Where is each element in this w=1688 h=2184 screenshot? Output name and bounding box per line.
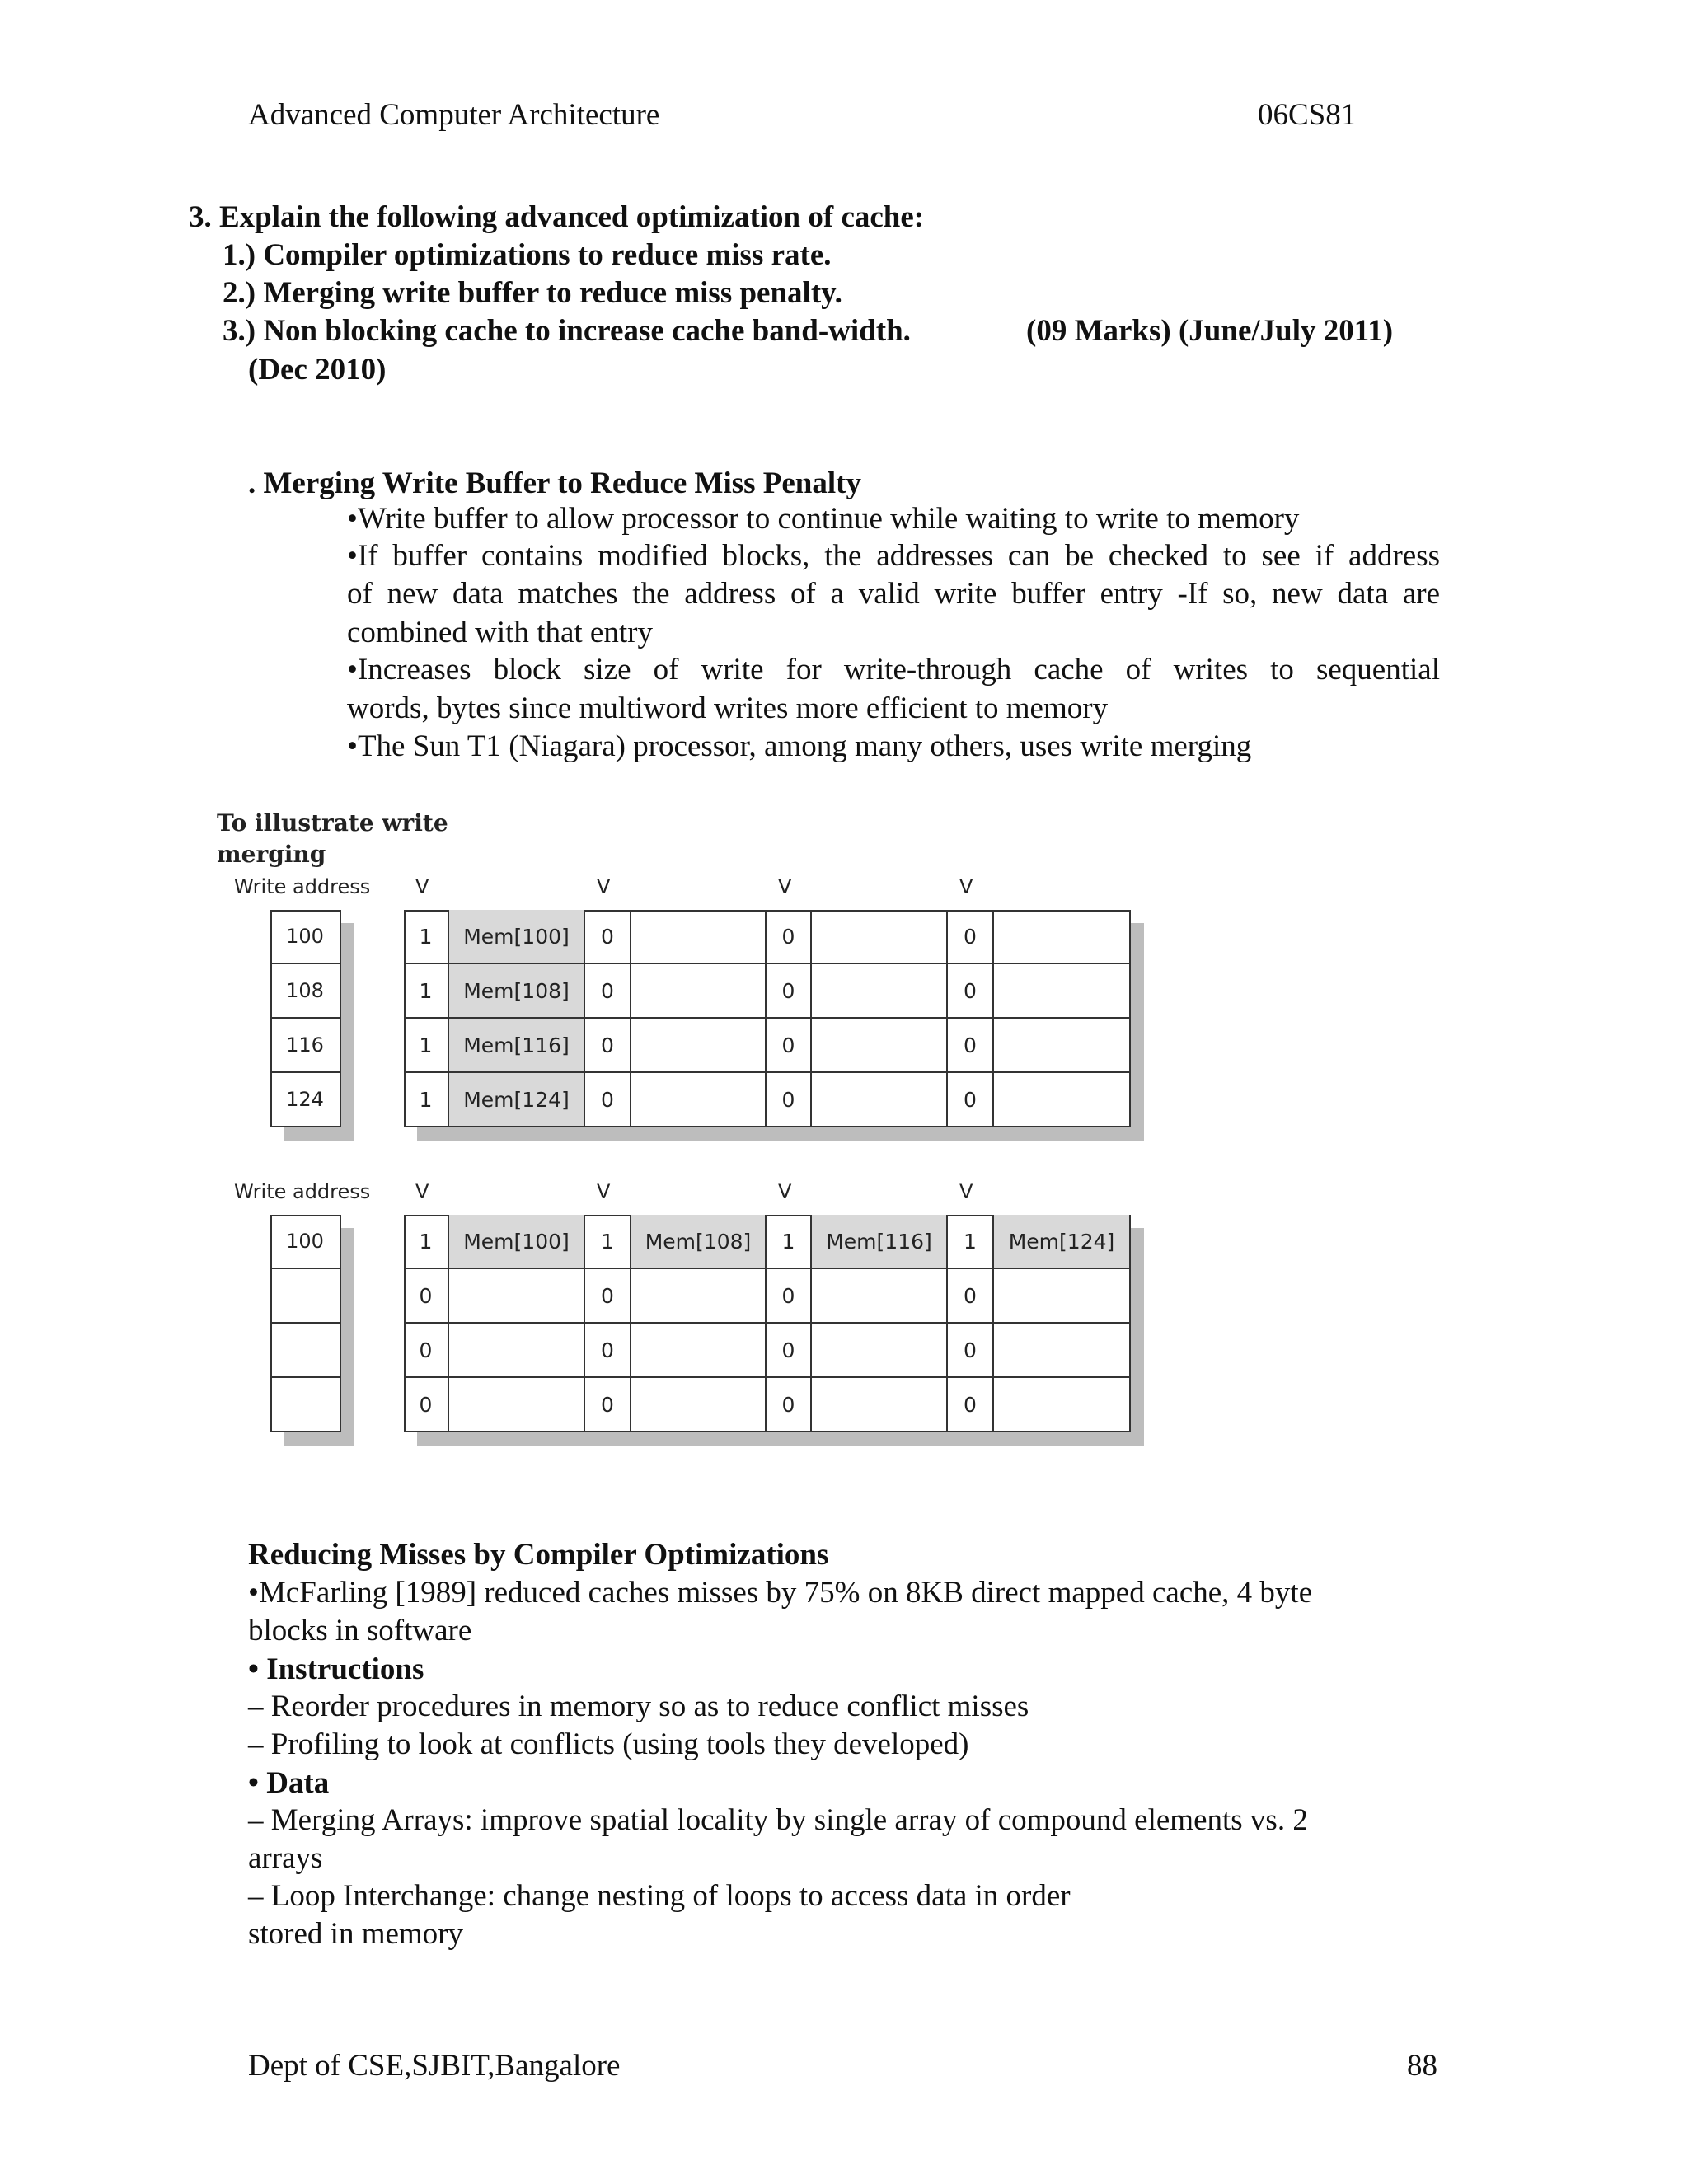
valid-bit-label: V — [778, 1180, 792, 1203]
figure-caption-2: merging — [217, 841, 326, 868]
data-cell: Mem[100] — [449, 1215, 585, 1269]
data-cell — [812, 910, 948, 964]
valid-bit-cell: 1 — [404, 1073, 449, 1127]
merging-line-7: •The Sun T1 (Niagara) processor, among many others, uses write merging — [347, 729, 1252, 763]
data-cell — [812, 1269, 948, 1324]
write-address-cell — [270, 1269, 341, 1324]
valid-bit-cell: 1 — [404, 1019, 449, 1073]
merging-line-2: •If buffer contains modified blocks, the addresses can be checked to see if address — [347, 539, 1440, 573]
valid-bit-label: V — [959, 875, 973, 898]
valid-bit-label: V — [415, 1180, 429, 1203]
valid-bit-label: V — [959, 1180, 973, 1203]
data-cell — [812, 1019, 948, 1073]
data-cell — [631, 1019, 767, 1073]
footer-dept: Dept of CSE,SJBIT,Bangalore — [248, 2049, 621, 2083]
valid-bit-cell: 1 — [585, 1215, 631, 1269]
section-heading-compiler: Reducing Misses by Compiler Optimizations — [248, 1538, 829, 1572]
data-cell — [994, 1073, 1131, 1127]
merging-line-6: words, bytes since multiword writes more efficient to memory — [347, 691, 1109, 725]
data-cell — [449, 1269, 585, 1324]
valid-bit-cell: 0 — [948, 1324, 994, 1378]
write-address-cell: 108 — [270, 964, 341, 1019]
header-code: 06CS81 — [1258, 98, 1357, 132]
valid-bit-cell: 0 — [948, 1073, 994, 1127]
footer-page-number: 88 — [1407, 2049, 1437, 2083]
valid-bit-cell: 1 — [404, 964, 449, 1019]
valid-bit-cell: 0 — [585, 1324, 631, 1378]
data-cell — [631, 964, 767, 1019]
merging-line-1: •Write buffer to allow processor to continue while waiting to write to memory — [347, 502, 1300, 536]
valid-bit-cell: 0 — [767, 964, 812, 1019]
compiler-line-7: – Loop Interchange: change nesting of loops to access data in order — [248, 1879, 1071, 1913]
data-cell — [812, 1324, 948, 1378]
question-line: 3. Explain the following advanced optimization of cache: — [189, 200, 925, 234]
valid-bit-cell: 0 — [404, 1324, 449, 1378]
compiler-line-8: stored in memory — [248, 1917, 464, 1951]
valid-bit-cell: 0 — [585, 1269, 631, 1324]
valid-bit-cell: 0 — [767, 1269, 812, 1324]
merging-line-4: combined with that entry — [347, 616, 653, 649]
merging-line-5: •Increases block size of write for write-through cache of writes to sequential — [347, 653, 1440, 687]
write-address-label: Write address — [234, 875, 371, 898]
valid-bit-cell: 0 — [948, 1378, 994, 1432]
valid-bit-label: V — [415, 875, 429, 898]
data-cell: Mem[116] — [812, 1215, 948, 1269]
compiler-line-4: – Profiling to look at conflicts (using tools they developed) — [248, 1727, 969, 1761]
data-cell: Mem[108] — [449, 964, 585, 1019]
data-cell — [812, 964, 948, 1019]
question-item-1: 1.) Compiler optimizations to reduce miss rate. — [223, 238, 832, 272]
valid-bit-cell: 0 — [767, 1073, 812, 1127]
figure-caption-1: To illustrate write — [217, 809, 448, 837]
data-cell: Mem[124] — [994, 1215, 1131, 1269]
valid-bit-cell: 0 — [585, 1378, 631, 1432]
compiler-line-1: •McFarling [1989] reduced caches misses by 75% on 8KB direct mapped cache, 4 byte — [248, 1576, 1313, 1610]
valid-bit-cell: 0 — [585, 1073, 631, 1127]
instructions-heading: • Instructions — [248, 1652, 424, 1686]
data-cell — [994, 1324, 1131, 1378]
data-cell — [994, 964, 1131, 1019]
write-address-label: Write address — [234, 1180, 371, 1203]
valid-bit-cell: 0 — [948, 1269, 994, 1324]
data-cell — [994, 1269, 1131, 1324]
data-cell: Mem[116] — [449, 1019, 585, 1073]
data-cell — [994, 1019, 1131, 1073]
valid-bit-cell: 0 — [404, 1269, 449, 1324]
valid-bit-cell: 0 — [948, 1019, 994, 1073]
valid-bit-cell: 0 — [404, 1378, 449, 1432]
valid-bit-cell: 0 — [585, 964, 631, 1019]
write-address-cell: 116 — [270, 1019, 341, 1073]
compiler-line-6: arrays — [248, 1841, 323, 1875]
valid-bit-label: V — [597, 1180, 611, 1203]
question-item-2: 2.) Merging write buffer to reduce miss penalty. — [223, 276, 842, 310]
valid-bit-cell: 0 — [767, 1324, 812, 1378]
merging-line-3: of new data matches the address of a valid write buffer entry -If so, new data are — [347, 577, 1440, 611]
data-cell — [994, 910, 1131, 964]
question-marks: (09 Marks) (June/July 2011) — [1026, 314, 1394, 348]
valid-bit-label: V — [597, 875, 611, 898]
valid-bit-cell: 0 — [585, 1019, 631, 1073]
write-address-cell — [270, 1324, 341, 1378]
data-cell — [631, 1269, 767, 1324]
valid-bit-cell: 1 — [404, 910, 449, 964]
data-cell — [994, 1378, 1131, 1432]
question-date: (Dec 2010) — [248, 353, 387, 387]
data-cell — [631, 910, 767, 964]
data-cell — [812, 1073, 948, 1127]
data-cell — [449, 1378, 585, 1432]
write-address-cell: 124 — [270, 1073, 341, 1127]
data-cell: Mem[124] — [449, 1073, 585, 1127]
compiler-line-5: – Merging Arrays: improve spatial locality by single array of compound elements vs. 2 — [248, 1803, 1308, 1837]
valid-bit-cell: 0 — [585, 910, 631, 964]
compiler-line-3: – Reorder procedures in memory so as to reduce conflict misses — [248, 1690, 1029, 1723]
data-cell: Mem[108] — [631, 1215, 767, 1269]
valid-bit-cell: 1 — [948, 1215, 994, 1269]
data-cell — [449, 1324, 585, 1378]
write-address-cell: 100 — [270, 910, 341, 964]
compiler-line-2: blocks in software — [248, 1614, 472, 1647]
question-item-3: 3.) Non blocking cache to increase cache band-width. — [223, 314, 911, 348]
write-address-cell — [270, 1378, 341, 1432]
valid-bit-cell: 0 — [767, 1019, 812, 1073]
section-heading-merging: . Merging Write Buffer to Reduce Miss Penalty — [248, 466, 861, 500]
valid-bit-cell: 0 — [767, 910, 812, 964]
data-cell — [812, 1378, 948, 1432]
valid-bit-cell: 0 — [948, 964, 994, 1019]
valid-bit-cell: 1 — [767, 1215, 812, 1269]
header-title: Advanced Computer Architecture — [248, 98, 660, 132]
valid-bit-cell: 1 — [404, 1215, 449, 1269]
write-address-cell: 100 — [270, 1215, 341, 1269]
data-heading: • Data — [248, 1766, 330, 1800]
valid-bit-label: V — [778, 875, 792, 898]
valid-bit-cell: 0 — [767, 1378, 812, 1432]
data-cell — [631, 1073, 767, 1127]
valid-bit-cell: 0 — [948, 910, 994, 964]
data-cell — [631, 1324, 767, 1378]
data-cell: Mem[100] — [449, 910, 585, 964]
data-cell — [631, 1378, 767, 1432]
